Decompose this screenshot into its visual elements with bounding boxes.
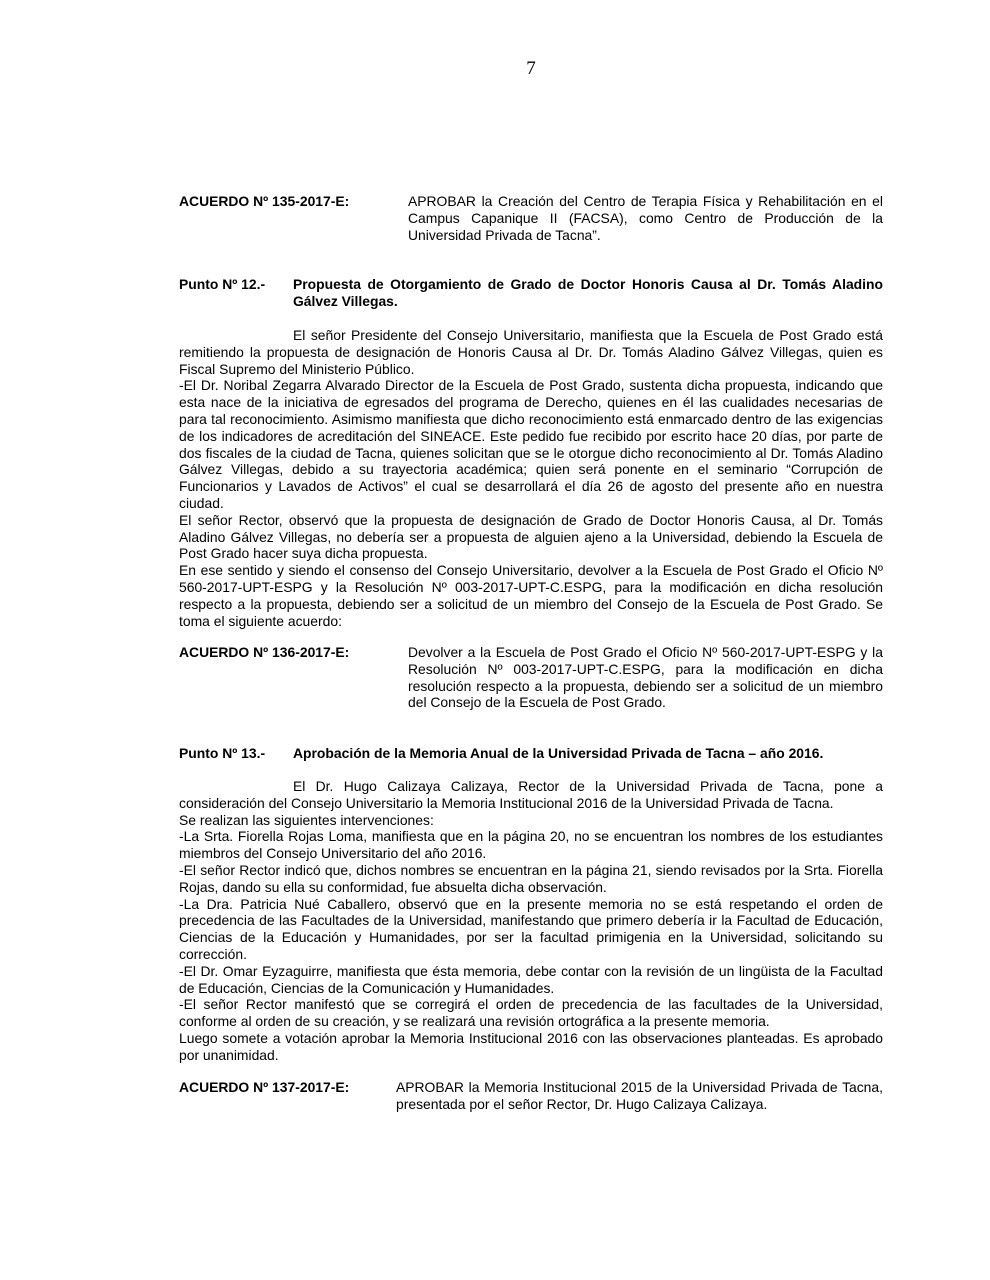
punto-13-title: Aprobación de la Memoria Anual de la Universidad Privada de Tacna – año 2016. <box>293 745 824 761</box>
acuerdo-136-text: Devolver a la Escuela de Post Grado el Oficio Nº 560-2017-UPT-ESPG y la Resolución Nº 003-2017-UPT-C.ESPG, para la modificación en dicha resolución respecto a la propuesta, debiendo ser a solicitud de un miembro del Consejo de la Escuela de Post Grado. <box>408 644 883 711</box>
punto-13-paragraph: El Dr. Hugo Calizaya Calizaya, Rector de la Universidad Privada de Tacna, pone a consideración del Consejo Universitario la Memoria Institucional 2016 de la Universidad Privada de Tacna. <box>179 778 883 811</box>
punto-12-paragraph: El señor Presidente del Consejo Universitario, manifiesta que la Escuela de Post Grado está remitiendo la propuesta de designación de Honoris Causa al Dr. Dr. Tomás Aladino Gálvez Villegas, quien es Fiscal Supremo del Ministerio Público. <box>179 327 883 377</box>
punto-12-title: Propuesta de Otorgamiento de Grado de Doctor Honoris Causa al Dr. Tomás Aladino Gálvez Villegas. <box>293 276 883 309</box>
punto-12-heading <box>179 276 883 310</box>
punto-13-paragraph: -La Srta. Fiorella Rojas Loma, manifiesta que en la página 20, no se encuentran los nombres de los estudiantes miembros del Consejo Universitario del año 2016. <box>179 828 883 862</box>
punto-12-paragraph: -El Dr. Noribal Zegarra Alvarado Director de la Escuela de Post Grado, sustenta dicha propuesta, indicando que esta nace de la iniciativa de egresados del programa de Derecho, quienes en él las cualidades necesarias de para tal reconocimiento. Asimismo manifiesta que dicho reconocimiento está enmarcado dentro de las exigencias de los indicadores de acreditación del SINEACE. Este pedido fue recibido por escrito hace 20 días, por parte de dos fiscales de la ciudad de Tacna, quienes solicitan que se le otorgue dicho reconocimiento al Dr. Tomás Aladino Gálvez Villegas, debido a su trayectoria académica; quien será ponente en el seminario “Corrupción de Funcionarios y Lavados de Activos” el cual se desarrollará el día 26 de agosto del presente año en nuestra ciudad. <box>179 377 883 511</box>
punto-13-paragraph: Se realizan las siguientes intervenciones: <box>179 811 434 828</box>
punto-13-paragraph: -El señor Rector manifestó que se corregirá el orden de precedencia de las facultades de la Universidad, conforme al orden de su creación, y se realizará una revisión ortográfica a la presente memoria. <box>179 996 883 1030</box>
punto-13-body <box>179 778 883 1064</box>
punto-12-paragraph: El señor Rector, observó que la propuesta de designación de Grado de Doctor Honoris Causa, al Dr. Tomás Aladino Gálvez Villegas, no debería ser a propuesta de alguien ajeno a la Universidad, debiendo la Escuela de Post Grado hacer suya dicha propuesta. <box>179 511 883 562</box>
acuerdo-137-text: APROBAR la Memoria Institucional 2015 de la Universidad Privada de Tacna, presentada por el señor Rector, Dr. Hugo Calizaya Calizaya. <box>396 1079 883 1112</box>
punto-13-paragraph: Luego somete a votación aprobar la Memoria Institucional 2016 con las observaciones planteadas. Es aprobado por unanimidad. <box>179 1029 883 1063</box>
punto-13-paragraph: -El señor Rector indicó que, dichos nombres se encuentran en la página 21, siendo revisados por la Srta. Fiorella Rojas, dando su ella su conformidad, fue absuelta dicha observación. <box>179 861 883 895</box>
acuerdo-135-text: APROBAR la Creación del Centro de Terapia Física y Rehabilitación en el Campus Capanique II (FACSA), como Centro de Producción de la Universidad Privada de Tacna”. <box>408 193 883 243</box>
acuerdo-137-label: ACUERDO Nº 137-2017-E: <box>179 1079 350 1095</box>
page-number: 7 <box>526 58 536 79</box>
acuerdo-136 <box>179 644 883 711</box>
punto-13-paragraph: -La Dra. Patricia Nué Caballero, observó que en la presente memoria no se está respetando el orden de precedencia de las Facultades de la Universidad, manifestando que primero debería ir la Facultad de Educación, Ciencias de la Educación y Humanidades, por ser la facultad primigenia en la Universidad, solicitando su corrección. <box>179 895 883 962</box>
acuerdo-135-label: ACUERDO Nº 135-2017-E: <box>179 193 350 209</box>
acuerdo-135 <box>179 193 883 243</box>
acuerdo-137 <box>179 1079 883 1113</box>
punto-12-paragraph: En ese sentido y siendo el consenso del Consejo Universitario, devolver a la Escuela de Post Grado el Oficio Nº 560-2017-UPT-ESPG y la Resolución Nº 003-2017-UPT-C.ESPG, para la modificación en dicha resolución respecto a la propuesta, debiendo ser a solicitud de un miembro del Consejo de la Escuela de Post Grado. Se toma el siguiente acuerdo: <box>179 562 883 629</box>
punto-13-number: Punto Nº 13.- <box>179 745 266 761</box>
acuerdo-136-label: ACUERDO Nº 136-2017-E: <box>179 644 350 660</box>
punto-12-body <box>179 327 883 629</box>
punto-13-heading <box>179 745 883 762</box>
punto-12-number: Punto Nº 12.- <box>179 276 266 292</box>
punto-13-paragraph: -El Dr. Omar Eyzaguirre, manifiesta que ésta memoria, debe contar con la revisión de un lingüista de la Facultad de Educación, Ciencias de la Comunicación y Humanidades. <box>179 962 883 996</box>
